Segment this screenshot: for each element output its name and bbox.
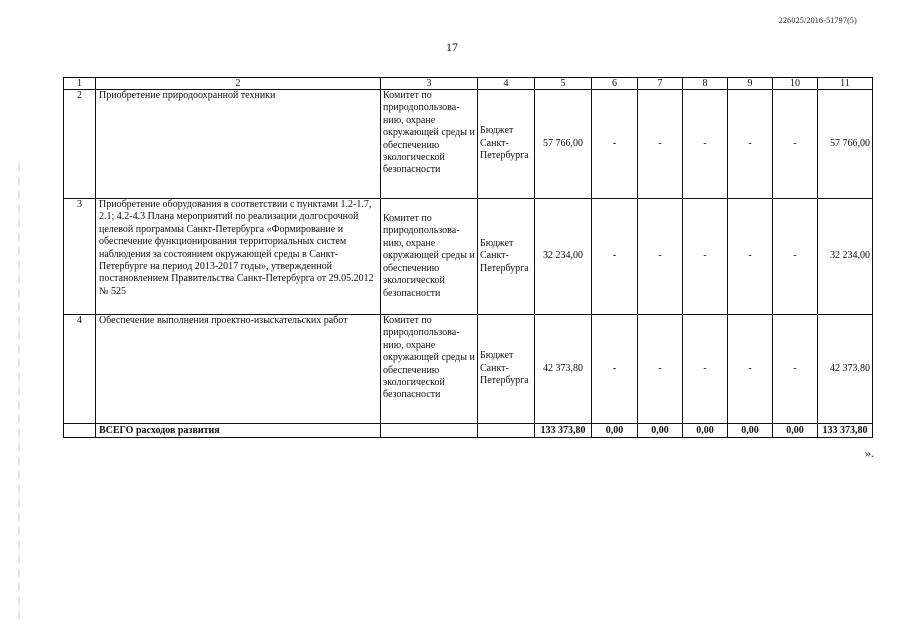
table-row	[64, 315, 873, 424]
row-organization: Комитет по природопользова-нию, охране окружающей среды и обеспечению экологической безопасности	[381, 315, 478, 424]
row-number: 4	[64, 315, 96, 424]
row-description: Обеспечение выполнения проектно-изыскательских работ	[96, 315, 381, 424]
row-year-value: -	[592, 90, 638, 199]
total-year-value: 0,00	[728, 424, 773, 438]
header-cell: 9	[728, 78, 773, 90]
row-total: 57 766,00	[818, 90, 873, 199]
table-header-row	[64, 78, 873, 90]
closing-quote-mark: ».	[865, 446, 874, 460]
header-cell: 3	[381, 78, 478, 90]
total-label: ВСЕГО расходов развития	[96, 424, 381, 438]
row-number: 2	[64, 90, 96, 199]
row-funding-source: Бюджет Санкт-Петербурга	[478, 90, 535, 199]
table-row	[64, 90, 873, 199]
total-empty-cell	[381, 424, 478, 438]
header-cell: 11	[818, 78, 873, 90]
row-year-value: -	[638, 199, 683, 315]
row-year-value: -	[728, 315, 773, 424]
row-year-value: -	[773, 199, 818, 315]
row-year-value: -	[592, 315, 638, 424]
total-year-value: 0,00	[683, 424, 728, 438]
total-empty-cell	[478, 424, 535, 438]
row-year-value: -	[728, 199, 773, 315]
page-number: 17	[446, 40, 458, 54]
total-empty-cell	[64, 424, 96, 438]
header-cell: 1	[64, 78, 96, 90]
header-cell: 10	[773, 78, 818, 90]
row-description: Приобретение природоохранной техники	[96, 90, 381, 199]
row-amount: 57 766,00	[535, 90, 592, 199]
total-amount: 133 373,80	[535, 424, 592, 438]
header-cell: 2	[96, 78, 381, 90]
row-amount: 42 373,80	[535, 315, 592, 424]
total-year-value: 0,00	[592, 424, 638, 438]
row-organization: Комитет по природопользова-нию, охране окружающей среды и обеспечению экологической безопасности	[381, 199, 478, 315]
row-year-value: -	[638, 315, 683, 424]
expenses-table	[63, 77, 873, 438]
row-year-value: -	[728, 90, 773, 199]
row-total: 32 234,00	[818, 199, 873, 315]
row-organization: Комитет по природопользова-нию, охране окружающей среды и обеспечению экологической безопасности	[381, 90, 478, 199]
row-number: 3	[64, 199, 96, 315]
row-year-value: -	[773, 90, 818, 199]
table-row	[64, 199, 873, 315]
row-year-value: -	[683, 199, 728, 315]
row-year-value: -	[773, 315, 818, 424]
row-funding-source: Бюджет Санкт-Петербурга	[478, 315, 535, 424]
row-funding-source: Бюджет Санкт-Петербурга	[478, 199, 535, 315]
row-year-value: -	[683, 90, 728, 199]
header-cell: 5	[535, 78, 592, 90]
row-total: 42 373,80	[818, 315, 873, 424]
scan-margin-artifact	[18, 160, 20, 620]
row-description: Приобретение оборудования в соответствии с пунктами 1.2-1.7, 2.1; 4.2-4.3 Плана мероприятий по реализации долгосрочной целевой программы Санкт-Петербурга «Формирование и обеспечение функционирования территориальных систем наблюдения за состоянием окружающей среды в Санкт-Петербурге на период 2013-2017 годы», утвержденной постановлением Правительства Санкт-Петербурга от 29.05.2012 № 525	[96, 199, 381, 315]
total-year-value: 0,00	[773, 424, 818, 438]
document-id: 226025/2016-51797(5)	[778, 16, 857, 25]
row-year-value: -	[683, 315, 728, 424]
row-amount: 32 234,00	[535, 199, 592, 315]
header-cell: 7	[638, 78, 683, 90]
table-total-row	[64, 424, 873, 438]
header-cell: 8	[683, 78, 728, 90]
row-year-value: -	[638, 90, 683, 199]
header-cell: 4	[478, 78, 535, 90]
total-year-value: 0,00	[638, 424, 683, 438]
total-grand: 133 373,80	[818, 424, 873, 438]
row-year-value: -	[592, 199, 638, 315]
header-cell: 6	[592, 78, 638, 90]
